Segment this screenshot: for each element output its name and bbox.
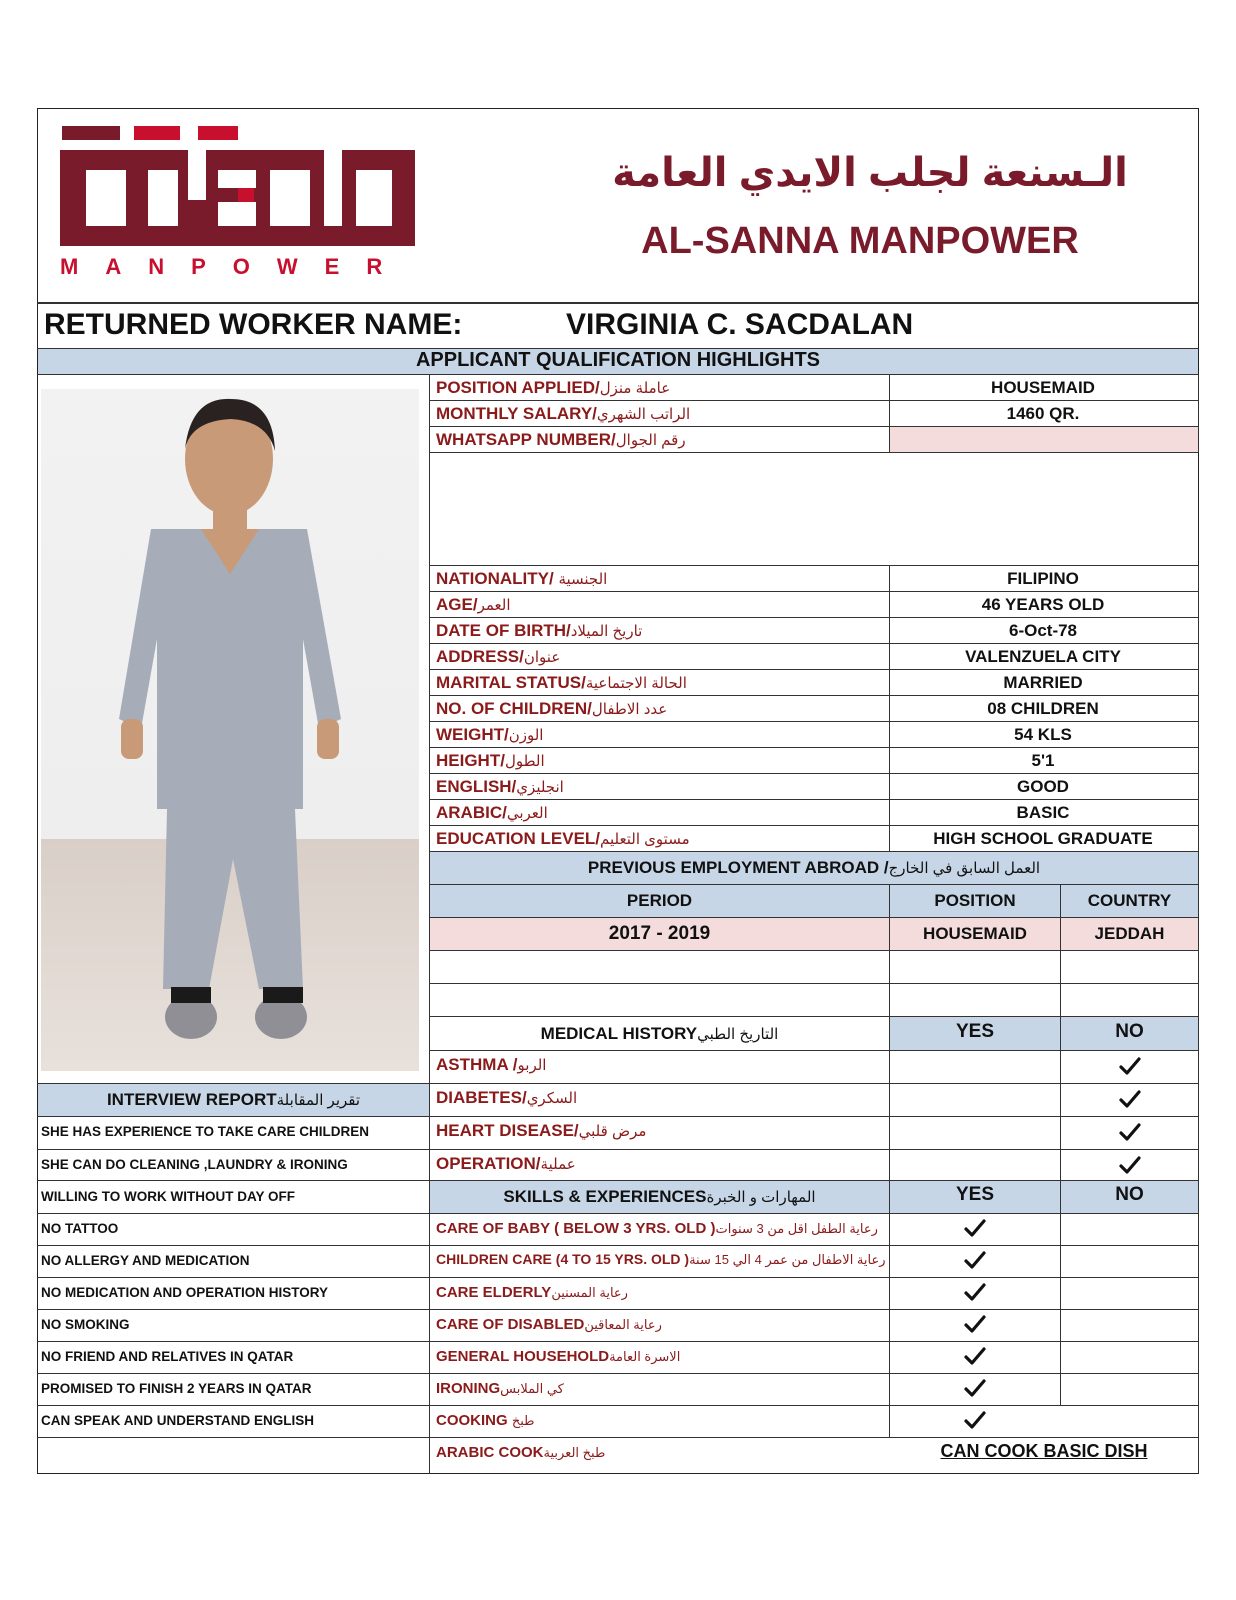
english-value: GOOD	[1017, 777, 1069, 796]
skill-label-arabic-cook: ARABIC COOKطبخ العربية	[436, 1444, 606, 1461]
interview-item: PROMISED TO FINISH 2 YEARS IN QATAR	[41, 1381, 312, 1396]
skill-label-ironing: IRONINGكي الملابس	[436, 1380, 564, 1397]
check-icon	[963, 1408, 987, 1432]
date-of-birth-value: 6-Oct-78	[1008, 621, 1078, 640]
medical-no-header: NO	[1115, 1021, 1144, 1042]
company-name-english: AL-SANNA MANPOWER	[641, 220, 1079, 262]
company-name-arabic: الـسنعة لجلب الايدي العامة	[612, 151, 1128, 195]
interview-item: NO FRIEND AND RELATIVES IN QATAR	[41, 1349, 294, 1364]
interview-item: SHE CAN DO CLEANING ,LAUNDRY & IRONING	[41, 1157, 348, 1172]
skill-label-baby: CARE OF BABY ( BELOW 3 YRS. OLD )رعاية الطفل اقل من 3 سنوات	[436, 1220, 878, 1237]
check-icon	[963, 1216, 987, 1240]
check-icon	[1118, 1120, 1142, 1144]
interview-item: NO ALLERGY AND MEDICATION	[41, 1253, 250, 1268]
position-applied-label: POSITION APPLIED/عاملة منزل	[436, 378, 671, 397]
asthma-label: ASTHMA /الربو	[436, 1055, 547, 1074]
medical-title: MEDICAL HISTORYالتاريخ الطبي	[540, 1024, 779, 1043]
employment-title: PREVIOUS EMPLOYMENT ABROAD /العمل السابق في الخارج	[587, 858, 1041, 877]
check-icon	[1118, 1153, 1142, 1177]
company-logo	[58, 124, 418, 284]
interview-item: NO TATTOO	[41, 1221, 119, 1236]
interview-title: INTERVIEW REPORTتقرير المقابلة	[106, 1090, 361, 1109]
skill-label-cooking: COOKING طبخ	[436, 1412, 535, 1429]
skill-label-children: CHILDREN CARE (4 TO 15 YRS. OLD )رعاية الاطفال من عمر 4 الي 15 سنة	[436, 1251, 886, 1267]
heart-disease-label: HEART DISEASE/مرض قلبي	[436, 1121, 647, 1140]
highlights-title: APPLICANT QUALIFICATION HIGHLIGHTS	[415, 349, 821, 371]
height-label: HEIGHT/الطول	[436, 751, 545, 770]
monthly-salary-value: 1460 QR.	[1006, 404, 1080, 423]
skill-label-household: GENERAL HOUSEHOLDالاسرة العامة	[436, 1348, 681, 1365]
skill-label-disabled: CARE OF DISABLEDرعاية المعاقين	[436, 1316, 662, 1333]
employment-position-value: HOUSEMAID	[923, 924, 1027, 943]
interview-item: NO SMOKING	[41, 1317, 130, 1332]
date-of-birth-label: DATE OF BIRTH/تاريخ الميلاد	[436, 621, 643, 640]
interview-item: NO MEDICATION AND OPERATION HISTORY	[41, 1285, 329, 1300]
arabic-value: BASIC	[1016, 803, 1070, 822]
worker-photo	[41, 389, 419, 1071]
employment-col-position: POSITION	[934, 891, 1016, 910]
check-icon	[963, 1312, 987, 1336]
logo-text: MANPOWER	[60, 254, 410, 279]
skills-no-header: NO	[1115, 1184, 1144, 1205]
position-applied-value: HOUSEMAID	[991, 378, 1095, 397]
check-icon	[1118, 1054, 1142, 1078]
interview-item: CAN SPEAK AND UNDERSTAND ENGLISH	[41, 1413, 315, 1428]
marital-status-value: MARRIED	[1003, 673, 1083, 692]
skill-label-elderly: CARE ELDERLYرعاية المسنين	[436, 1284, 628, 1301]
check-icon	[963, 1248, 987, 1272]
employment-col-period: PERIOD	[626, 891, 693, 910]
worker-name-label: RETURNED WORKER NAME:	[44, 308, 463, 341]
nationality-value: FILIPINO	[1007, 569, 1079, 588]
medical-yes-header: YES	[955, 1021, 995, 1042]
employment-period-value: 2017 - 2019	[608, 923, 711, 944]
worker-photo-icon	[41, 389, 419, 1071]
check-icon	[1118, 1087, 1142, 1111]
height-value: 5'1	[1031, 751, 1055, 770]
arabic-label: ARABIC/العربي	[436, 803, 548, 822]
skills-title: SKILLS & EXPERIENCESالمهارات و الخبرة	[503, 1187, 816, 1206]
check-icon	[963, 1344, 987, 1368]
worker-name: VIRGINIA C. SACDALAN	[566, 308, 914, 341]
employment-country-value: JEDDAH	[1094, 924, 1165, 943]
operation-label: OPERATION/عملية	[436, 1154, 576, 1173]
weight-value: 54 KLS	[1014, 725, 1072, 744]
marital-status-label: MARITAL STATUS/الحالة الاجتماعية	[436, 673, 687, 692]
monthly-salary-label: MONTHLY SALARY/الراتب الشهري	[436, 404, 691, 423]
check-icon	[963, 1280, 987, 1304]
education-label: EDUCATION LEVEL/مستوى التعليم	[436, 829, 690, 848]
age-label: AGE/العمر	[436, 595, 511, 614]
interview-item: WILLING TO WORK WITHOUT DAY OFF	[41, 1189, 295, 1204]
weight-label: WEIGHT/الوزن	[436, 725, 544, 744]
address-value: VALENZUELA CITY	[965, 647, 1121, 666]
check-icon	[963, 1376, 987, 1400]
interview-item: SHE HAS EXPERIENCE TO TAKE CARE CHILDREN	[41, 1124, 370, 1139]
whatsapp-value-cell	[890, 426, 1198, 452]
children-label: NO. OF CHILDREN/عدد الاطفال	[436, 699, 668, 718]
logo-mark-icon	[58, 124, 418, 254]
nationality-label: NATIONALITY/ الجنسية	[436, 569, 608, 588]
children-value: 08 CHILDREN	[987, 699, 1099, 718]
english-label: ENGLISH/انجليزي	[436, 777, 564, 796]
diabetes-label: DIABETES/السكري	[436, 1088, 578, 1107]
skills-yes-header: YES	[955, 1184, 995, 1205]
whatsapp-label: WHATSAPP NUMBER/رقم الجوال	[436, 430, 686, 449]
employment-col-country: COUNTRY	[1087, 891, 1172, 910]
address-label: ADDRESS/عنوان	[436, 647, 561, 666]
arabic-cook-value: CAN COOK BASIC DISH	[940, 1441, 1148, 1461]
education-value: HIGH SCHOOL GRADUATE	[933, 829, 1153, 848]
age-value: 46 YEARS OLD	[981, 595, 1105, 614]
